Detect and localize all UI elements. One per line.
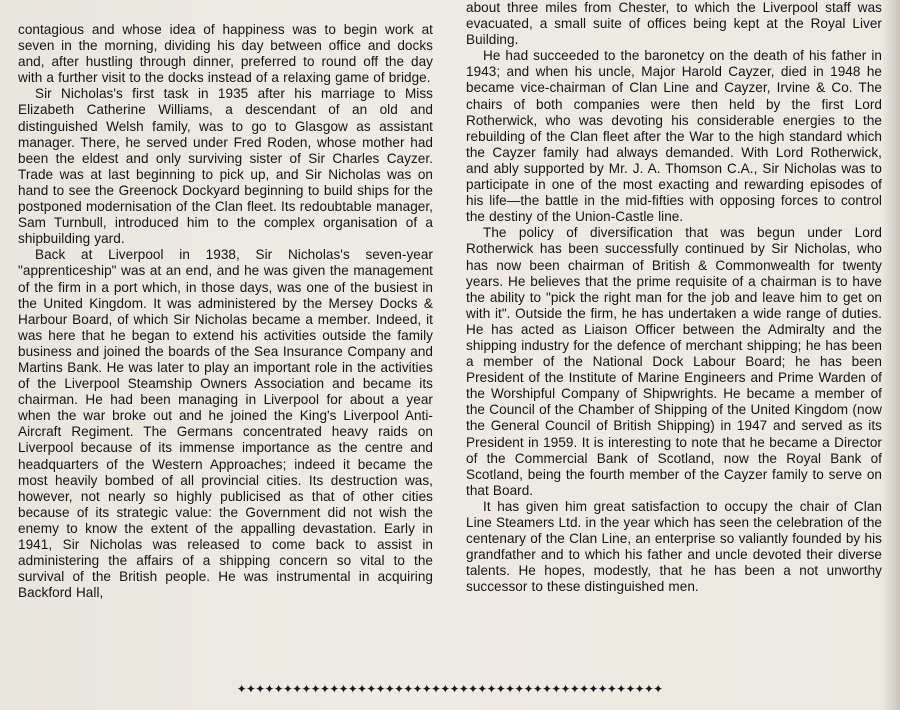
paragraph: Back at Liverpool in 1938, Sir Nicholas's seven-year "apprenticeship" was at an end, and he was given the management of the firm in a port which, in those days, was one of the busiest in the United Kingdom. It was administered by the Mersey Docks & Harbour Board, of which Sir Nicholas became a member. Indeed, it was here that he began to extend his activities outside the family business and joined the boards of the Sea Insurance Company and Martins Bank. He was later to play an important role in the activities of the Liverpool Steamship Owners Association and became its chairman. He had been managing in Liverpool for about a year when the war broke out and he joined the King's Liverpool Anti-Aircraft Regiment. The Germans concentrated heavy raids on Liverpool because of its immense importance as the centre and headquarters of the Western Approaches; indeed it became the most heavily bombed of all provincial cities. Its destruction was, however, not nearly so highly publicised as that of other cities because of its strategic value: the Government did not wish the enemy to know the extent of the appalling devastation. Early in 1941, Sir Nicholas was released to come back to assist in administering the affairs of a shipping concern so vital to the survival of the British people. He was instrumental in acquiring Backford Hall,: [18, 247, 433, 601]
paragraph: It has given him great satisfaction to occupy the chair of Clan Line Steamers Ltd. in the year which has seen the celebration of the centenary of the Clan Line, an enterprise so valiantly founded by his grandfather and to which his father and uncle devoted their diverse talents. He hopes, modestly, that he has been a not unworthy successor to these distinguished men.: [466, 498, 882, 595]
paragraph: The policy of diversification that was begun under Lord Rotherwick has been successfully continued by Sir Nicholas, who has now been chairman of British & Commonwealth for twenty years. He believes that the prime requisite of a chairman is to have the ability to "pick the right man for the job and leave him to get on with it". Outside the firm, he has undertaken a wide range of duties. He has acted as Liaison Officer between the Admiralty and the shipping industry for the defence of merchant shipping; he has been a member of the National Dock Labour Board; he has been President of the Institute of Marine Engineers and Prime Warden of the Worshipful Company of Shipwrights. He became a member of the Council of the Chamber of Shipping of the United Kingdom (now the General Council of British Shipping) in 1947 and served as its President in 1959. It is interesting to note that he became a Director of the Commercial Bank of Scotland, now the Royal Bank of Scotland, being the fourth member of the Cayzer family to serve on that Board.: [466, 225, 882, 498]
right-column: [466, 0, 882, 595]
paragraph: about three miles from Chester, to which the Liverpool staff was evacuated, a small suite of offices being kept at the Royal Liver Building.: [466, 0, 882, 48]
ornamental-divider: ✦✦✦✦✦✦✦✦✦✦✦✦✦✦✦✦✦✦✦✦✦✦✦✦✦✦✦✦✦✦✦✦✦✦✦✦✦✦✦✦✦✦✦✦✦✦: [236, 682, 663, 696]
page-edge-shadow: [882, 0, 900, 710]
paragraph: Sir Nicholas's first task in 1935 after his marriage to Miss Elizabeth Catherine Williams, a descendant of an old and distinguished Welsh family, was to go to Glasgow as assistant manager. There, he served under Fred Roden, whose mother had been the eldest and only surviving sister of Sir Charles Cayzer. Trade was at last beginning to pick up, and Sir Nicholas was on hand to see the Greenock Dockyard beginning to build ships for the postponed modernisation of the Clan fleet. Its redoubtable manager, Sam Turnbull, introduced him to the complex organisation of a shipbuilding yard.: [18, 86, 433, 247]
left-column: [18, 0, 433, 601]
paragraph: contagious and whose idea of happiness was to begin work at seven in the morning, dividing his day between office and docks and, after hustling through dinner, preferred to round off the day with a further visit to the docks instead of a relaxing game of bridge.: [18, 22, 433, 86]
paragraph: He had succeeded to the baronetcy on the death of his father in 1943; and when his uncle, Major Harold Cayzer, died in 1948 he became vice-chairman of Clan Line and Cayzer, Irvine & Co. The chairs of both companies were then held by the first Lord Rotherwick, who was devoting his considerable energies to the rebuilding of the Clan fleet after the War to the high standard which the Cayzer family had always demanded. With Lord Rotherwick, and ably supported by Mr. J. A. Thomson C.A., Sir Nicholas was to participate in one of the most exacting and rewarding episodes of his life—the battle in the mid-fifties with opposing forces to control the destiny of the Union-Castle line.: [466, 48, 882, 225]
